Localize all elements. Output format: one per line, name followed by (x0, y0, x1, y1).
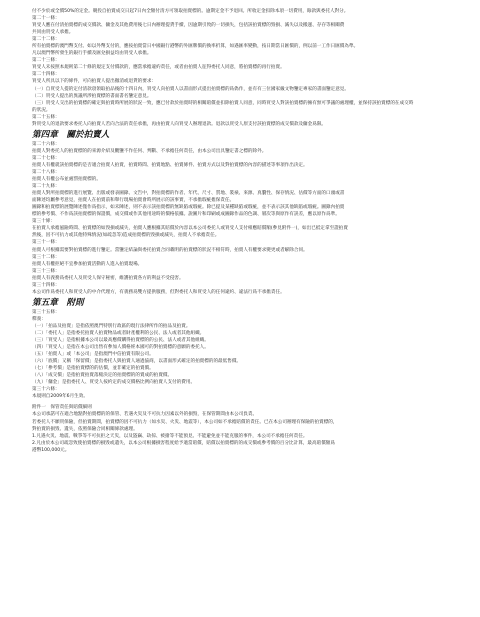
text-line: 第二十三條： (32, 58, 60, 64)
text-line: 2.凡由於本公司疏忽致使拍賣標的損毀或遺失，以本公司根據損害程度給予適當賠償，賠償以拍賣標的的成交價或參考價的百分比計算，最高賠償額爲 (32, 440, 335, 446)
text-line: 拍賣人有權公布並處罰拍賣標的。 (32, 177, 101, 183)
text-line: 拍賣人對委托人的拍賣標的的來源介紹及觀鑒不作任何、判斷、不承擔任何責任，由本公司出具鑒定書之標的除外。 (32, 148, 267, 154)
text-line: 第二十二條： (32, 37, 60, 43)
text-line: 若委托人不願買保險，但拍賣期間，拍賣標的因不可抗力（如水災、火災、地震等），本公司如不承擔賠償的責任。已在本公司辦理有保險的拍賣標的， (32, 419, 338, 425)
text-line: 第三十三條： (32, 268, 60, 274)
text-line: 第二十八條： (32, 169, 60, 175)
text-line: （二）「委托人」是指委托拍賣人拍賣物品或者財產權利的公民、法人或者其他組織。 (32, 330, 205, 336)
text-line: 凡以澳門幣所發生的銀行手續及匯兌損益均由買受人承擔。 (32, 51, 152, 57)
text-line: （五）「拍賣人」或「本公司」是指澳門中信拍賣有限公司。 (32, 352, 154, 358)
text-line: 第三十五條： (32, 309, 60, 315)
text-line: 拍賣人有義務爲委托人及買受人保守秘密，維護拍賣各方的利益不受侵害。 (32, 275, 184, 281)
appendix-section (32, 404, 452, 453)
text-line: 第二十五條： (32, 114, 60, 120)
text-line: 對拍賣的損毀、遺失，依照保險合同相關條款處理。 (32, 426, 138, 432)
text-line: 第三十六條： (32, 387, 60, 393)
text-line: 港幣100,000元。 (32, 447, 70, 453)
text-line: 第二十七條： (32, 155, 60, 161)
text-line: （三）「買受人」是指根據本公司以最高應價購得拍賣標的的公民、法人或者其他組織。 (32, 338, 209, 344)
text-line: 在拍賣人承擔風險時間、拍賣標的如毀損或滅失，拍賣人應根據其賠償於內容以本公司委托人或買受人支付相應賠償額(參見附件一)，如出已抵定拿至證拍賣 (32, 226, 348, 232)
text-line: 第二十六條： (32, 141, 60, 147)
text-line: 本公司作爲委托人和買受人的中介代理方，有義務爲雙方提供服務，但對委托人和買受人的任何違約、違法行爲不承擔責任。 (32, 289, 285, 295)
text-line: 第三十四條： (32, 282, 60, 288)
text-line: 拍賣人對所拍賣標的進行展覽、出版或發表圖錄、文告中，對拍賣標的作者、年代、尺寸、質地、裝裱、來源、真贗性、保存情況、估價等方面的口頭或書 (32, 191, 345, 197)
text-line: 所有拍賣標的澳門幣支付。如以外幣支付的，應按拍賣當日中國銀行港幣的外匯牌價的換率折算，如遇匯率變動，按日期當日匯價的，例以前一工作日匯價為準。 (32, 44, 359, 50)
text-line: 本規則自2009年6月生效。 (32, 394, 88, 400)
text-line: 第三十二條： (32, 254, 60, 260)
text-line: （二）買受人提出的異議所涉拍賣標的書面書名鑒定意見。 (32, 93, 152, 99)
document-page (32, 8, 452, 454)
text-line: 買受人應在付清拍賣標的成交價款、傭金及其他費用後七日內辦理提貨手續，因逾期引致的一切損失，包括該拍賣標的毀損、滅失以及搬運、存存等相關費 (32, 23, 345, 29)
text-line: 面陳述均屬參考意見，拍賣人在拍賣前和舉行現場拍賣會時所展示的該事實，不承擔瑕疵擔保責任。 (32, 198, 235, 204)
text-line: 釋義： (32, 316, 46, 322)
text-line: 買受人未按照本規則第二十條的規定支付價款的，應當承擔違約責任，或者由拍賣人征得委托人同意，將拍賣標的再行拍賣。 (32, 65, 285, 71)
text-line: 拍賣人可根據需要對拍賣標的進行鑒定。當鑒定結論與委托拍賣合同載明的拍賣標的狀況不相符時，拍賣人有權要求變更或者解除合同。 (32, 247, 308, 253)
text-line: 1.凡遇火災、地震、戰爭等不可抗拒之天災，以及盜竊、劫掠、被搶等不能預見、不能避免並不能克服的事件，本公司不承擔任何責任。 (32, 433, 308, 439)
text-line: （四）「買受人」是指在本公司出售有參加人價格經本國可的對拍賣標的意願的委托人。 (32, 345, 209, 351)
text-line: （九）「傭金」是指委托人、買受人按約定的成交價格比例向拍賣人支付的費用。 (32, 380, 196, 386)
text-line: 拍賣人有權就該拍賣標的是否適合拍賣人拍賣，拍賣時間、拍賣地點、拍賣條件、拍賣方式以及對拍賣標的內容的描述等事項作出決定。 (32, 162, 308, 168)
text-line: （一）自買受人提的定付清款項領取拍品後的十四日內，買受人向拍賣人以書面形式提出拍賣標的爲偽作，並有有三位國家級文物鑒定專家的書面鑒定意見。 (32, 86, 349, 92)
text-line: 拍賣人有權拒絕不宜參加拍賣活動的人進入拍賣現場。 (32, 261, 143, 267)
text-line: 圖錄和拍賣標的展覽陳述僅作爲指示，如未陳述，則不表示該拍賣標的無缺陷或瑕疵。除已提及某種缺陷或瑕疵，並不表示該其他缺陷或瑕疵。圖錄內拍賣 (32, 205, 345, 211)
text-line: （七）「參考價」是指拍賣標的的估價，並非確定的拍賣價。 (32, 366, 154, 372)
text-line: 對買受人的退款要求委托人向拍賣人若向合法的責任承擔，再由拍賣人向買受人辦理退款。退款以買受人原支付該拍賣標的成交價款及傭金爲限。 (32, 121, 327, 127)
text-line: （三）買受人交出的拍賣標的確定與拍賣時所展的狀況一致，應已付款於拍賣時的相關賠償並扣除拍賣人同意，同時買受人對該拍賣標的擁有無可爭議的處理權，並保持該拍賣標的在成交時 (32, 100, 414, 106)
text-line: 第二十一條： (32, 16, 60, 22)
text-line: 標的參考價、不作爲該拍賣標的保證價，成交價或作其他用途時的價格依據。說圖片和印刷或成圖錄作品的色調、層次等與原作有誤差，應以原作爲準。 (32, 212, 340, 218)
text-line: 第二十九條： (32, 184, 60, 190)
text-line: （六）「底價」又稱「保留價」是指委托人與拍賣人通過協商，以書面形式確定的拍賣標的的最低售價。 (32, 359, 242, 365)
text-line: 第三十條： (32, 219, 55, 225)
text-line: 第三十一條： (32, 240, 60, 246)
text-line: 的狀況。 (32, 107, 51, 113)
chapter-5-heading: 第五章 附則 (32, 297, 84, 308)
text-line: 然後，因不可抗力或其他特殊情況(如疏忽等)造成拍賣標的毀損或滅失，拍賣人不承擔責任。 (32, 233, 220, 239)
text-line: 買受人所具以下的條件，可向拍賣人提出撤消或退貨的要求： (32, 79, 157, 85)
text-line: （八）「成交價」是指拍賣拍賣落槌決定的拍賣標的的賣成的拍賣價。 (32, 373, 173, 379)
text-line: （一）「拍品及拍賣」是指依照澳門特別行政區的現行法律所作的拍品及拍賣。 (32, 323, 191, 329)
text-line: 本公司承諾可在適合地點對拍賣標的的保管、若遇火災及不可抗力因素以外的損毀，在保管期間由本公司負責。 (32, 412, 258, 418)
text-line: 附件一 保管責任與賠償細則 (32, 405, 92, 411)
section-top (32, 8, 452, 128)
text-line: 付不少於或全價50%的定金。競投自拍賣成交日起7日內全額付清方可領取拍賣標的。逾期定金不予退回。所收定金扣除本項一切費用，餘款與委托人對分。 (32, 9, 349, 14)
chapter-5-body (32, 309, 452, 401)
chapter-4-body (32, 141, 452, 296)
chapter-4-heading: 第四章 關於拍賣人 (32, 129, 110, 140)
text-line: 第二十四條： (32, 72, 60, 78)
text-line: 共同由買受人承擔。 (32, 30, 74, 36)
